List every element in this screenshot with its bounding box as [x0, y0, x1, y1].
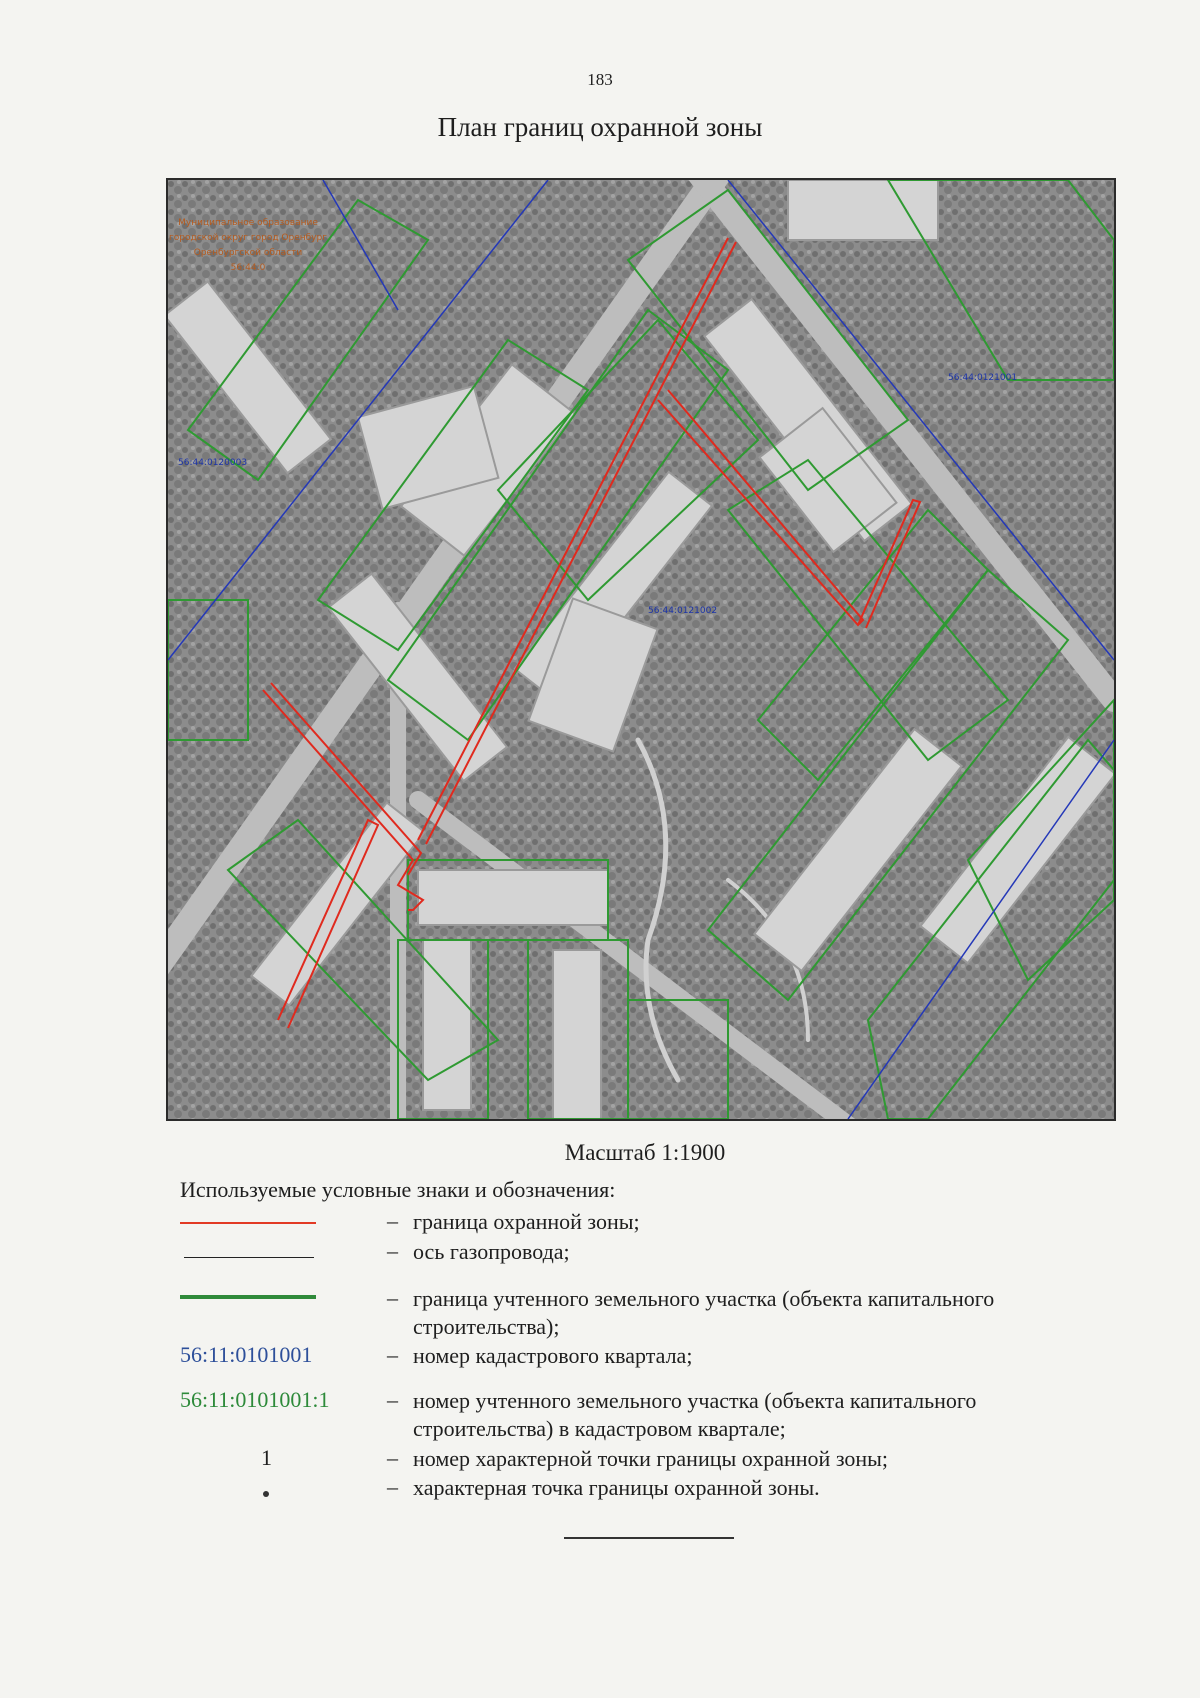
municipality-label-line-4: 56:44:0 [230, 263, 266, 273]
map-scale: Масштаб 1:1900 [564, 1140, 726, 1165]
page-number: 183 [587, 70, 613, 89]
legend-label-line: номер учтенного земельного участка (объекта капитального [413, 1388, 977, 1413]
point-dot-symbol [263, 1491, 269, 1497]
point-number-sample: 1 [261, 1445, 272, 1470]
legend-label [413, 1285, 1113, 1341]
legend-label: характерная точка границы охранной зоны. [413, 1475, 820, 1500]
quarter-number-sample: 56:11:0101001 [180, 1342, 313, 1367]
pipeline-axis-line-symbol [184, 1257, 314, 1258]
legend-dash: – [387, 1387, 398, 1412]
aerial-map [168, 180, 1114, 1119]
legend-label-line: строительства) в кадастровом квартале; [413, 1416, 786, 1441]
legend-dash: – [387, 1342, 398, 1367]
legend-label [413, 1387, 1113, 1443]
legend-dash: – [387, 1285, 398, 1310]
legend-heading: Используемые условные знаки и обозначения: [180, 1177, 616, 1202]
protection-zone-line-symbol [180, 1222, 316, 1224]
legend-label: номер кадастрового квартала; [413, 1343, 693, 1368]
legend-label-line: строительства); [413, 1314, 560, 1339]
land-parcel-line-symbol [180, 1295, 316, 1299]
legend-dash: – [387, 1474, 398, 1499]
footer-rule [564, 1537, 734, 1539]
legend-dash: – [387, 1238, 398, 1263]
legend-label: ось газопровода; [413, 1239, 570, 1264]
legend-dash: – [387, 1445, 398, 1470]
quarter-label: 56:44:0120003 [178, 458, 248, 468]
legend-label-line: граница учтенного земельного участка (объекта капитального [413, 1286, 995, 1311]
municipality-label-line-2: городской округ город Оренбург [169, 233, 327, 243]
page-title: План границ охранной зоны [437, 112, 763, 142]
legend-label: номер характерной точки границы охранной зоны; [413, 1446, 889, 1471]
municipality-label-line-3: Оренбургской области [193, 248, 303, 258]
municipality-label-line-1: Муниципальное образование [178, 218, 318, 228]
legend-dash: – [387, 1208, 398, 1233]
quarter-label: 56:44:0121001 [948, 373, 1018, 383]
legend-label: граница охранной зоны; [413, 1209, 640, 1234]
quarter-label: 56:44:0121002 [648, 606, 718, 616]
map-frame [166, 178, 1116, 1121]
parcel-number-sample: 56:11:0101001:1 [180, 1387, 330, 1412]
